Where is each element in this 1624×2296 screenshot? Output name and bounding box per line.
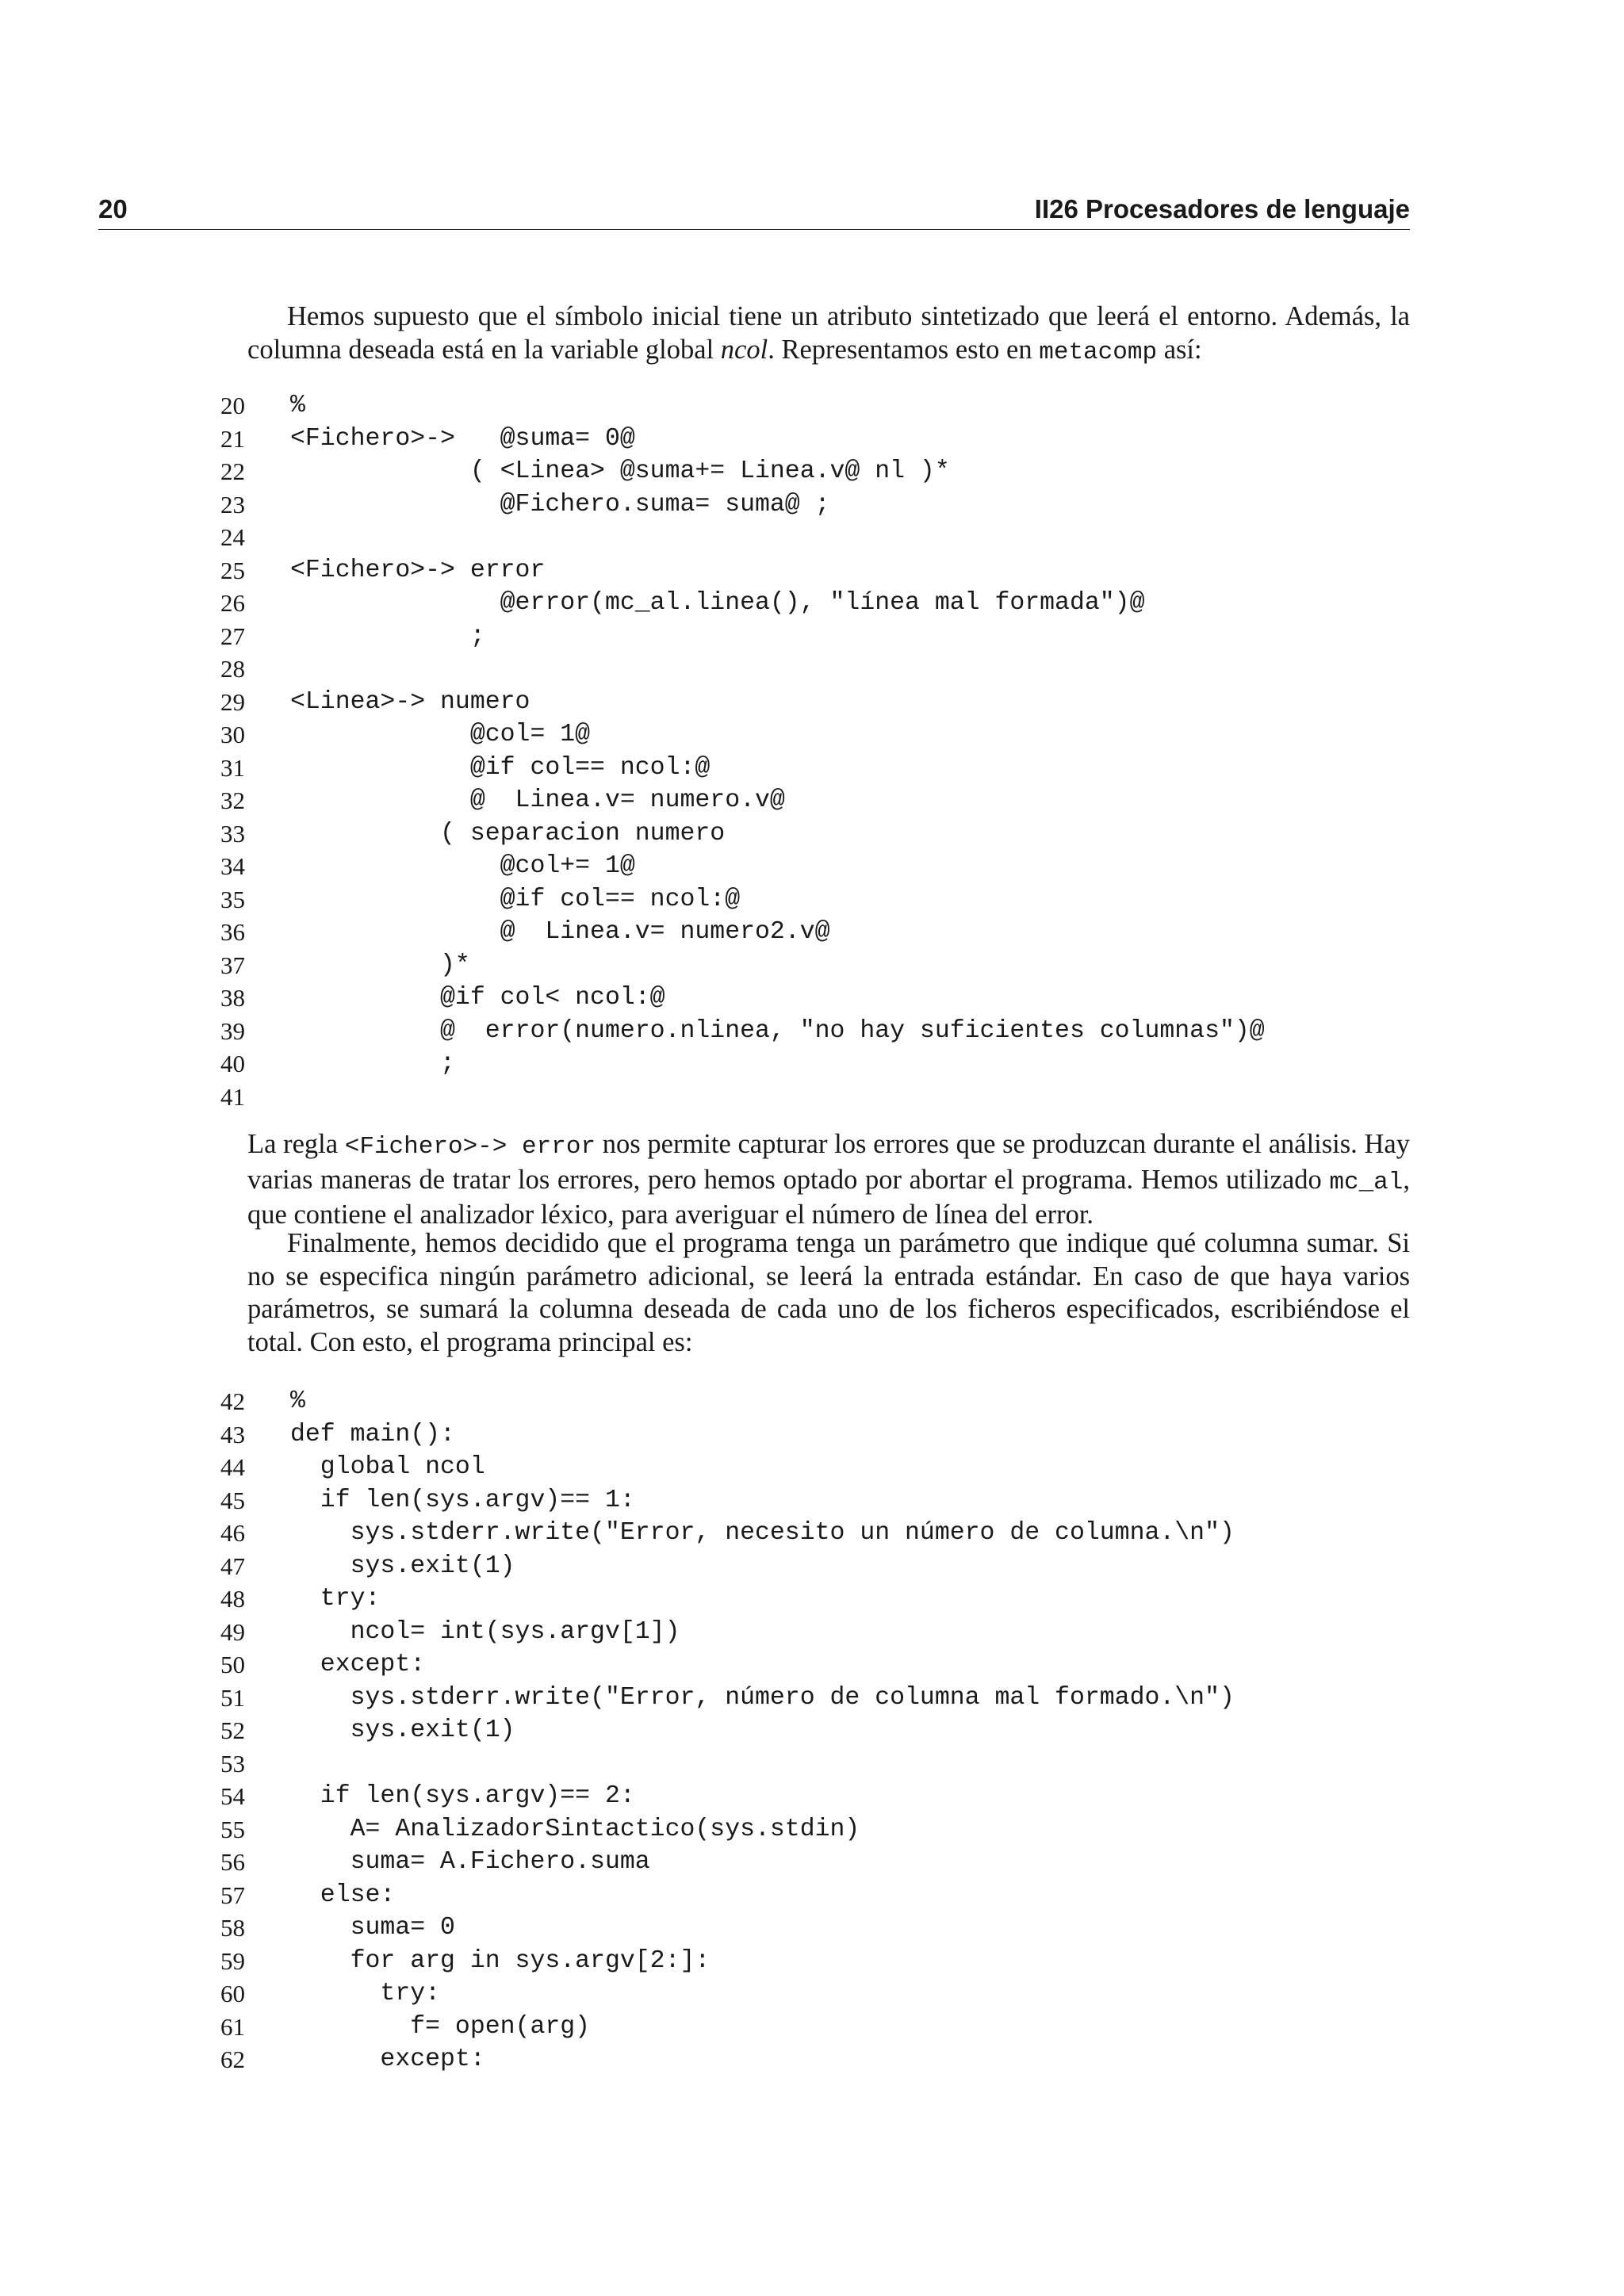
line-number: 43	[220, 1420, 245, 1448]
line-number: 31	[220, 753, 245, 782]
code-text: except:	[290, 2045, 485, 2073]
line-number: 60	[220, 1980, 245, 2007]
code-text: if len(sys.argv)== 1:	[290, 1486, 635, 1514]
running-header	[98, 193, 1410, 230]
code-text: @Fichero.suma= suma@ ;	[290, 490, 830, 519]
line-number: 55	[220, 1815, 245, 1843]
paragraph-errors-text-b: nos permite capturar los errores que se produzcan durante el análisis. Hay varias maneras de tratar los errores, pero hemos optado por abortar el programa. Hemos utilizado	[247, 1129, 1410, 1195]
line-number: 47	[220, 1552, 245, 1580]
line-number: 29	[220, 687, 245, 716]
code-text: ncol= int(sys.argv[1])	[290, 1617, 680, 1646]
code-text: @ error(numero.nlinea, "no hay suficientes columnas")@	[290, 1016, 1265, 1045]
code-text: try:	[290, 1585, 381, 1613]
code-text: sys.exit(1)	[290, 1552, 515, 1580]
paragraph-errors-code-a: <Fichero>-> error	[344, 1133, 596, 1161]
line-number: 52	[220, 1716, 245, 1744]
code-text: suma= 0	[290, 1914, 455, 1942]
line-number: 61	[220, 2012, 245, 2041]
line-number: 25	[220, 556, 245, 584]
line-number: 30	[220, 721, 245, 748]
code-text: ( <Linea> @suma+= Linea.v@ nl )*	[290, 457, 950, 485]
line-number: 56	[220, 1848, 245, 1876]
line-number: 53	[220, 1749, 245, 1777]
code-text: def main():	[290, 1420, 455, 1448]
header-title: II26 Procesadores de lenguaje	[1034, 194, 1410, 224]
code-text: for arg in sys.argv[2:]:	[290, 1946, 710, 1975]
code-text: A= AnalizadorSintactico(sys.stdin)	[290, 1815, 860, 1843]
line-number: 50	[220, 1651, 245, 1678]
code-text: @col+= 1@	[290, 852, 635, 880]
line-number: 36	[220, 918, 245, 946]
line-number: 49	[220, 1617, 245, 1646]
line-number: 22	[220, 457, 245, 485]
code-text: @if col< ncol:@	[290, 984, 665, 1012]
line-number: 28	[220, 655, 245, 683]
code-text: @col= 1@	[290, 721, 591, 748]
line-number: 46	[220, 1519, 245, 1547]
line-number: 41	[220, 1082, 245, 1111]
code-text: @if col== ncol:@	[290, 885, 741, 913]
line-number: 38	[220, 984, 245, 1012]
code-text: f= open(arg)	[290, 2012, 591, 2041]
page-number: 20	[98, 194, 128, 224]
paragraph-main-program-text: Finalmente, hemos decidido que el programa tenga un parámetro que indique qué columna sumar. Si no se especifica ningún parámetro adicional, se leerá la entrada estándar. En caso de que haya varios parámetros, se sumará la columna deseada de cada uno de los ficheros especificados, escribiéndose el total. Con esto, el programa principal es:	[247, 1228, 1410, 1357]
line-number: 24	[220, 523, 245, 551]
paragraph-intro-italic: ncol	[720, 334, 768, 365]
code-text: <Fichero>-> error	[290, 556, 546, 584]
line-number: 51	[220, 1683, 245, 1712]
paragraph-intro-text-b: . Representamos esto en	[768, 334, 1040, 365]
line-number: 39	[220, 1016, 245, 1045]
line-number: 20	[220, 392, 245, 419]
code-text: <Fichero>-> @suma= 0@	[290, 424, 635, 453]
line-number: 27	[220, 622, 245, 650]
paragraph-errors	[247, 1128, 1410, 1232]
line-number: 23	[220, 490, 245, 519]
code-text: @ Linea.v= numero2.v@	[290, 918, 830, 946]
code-text: @ Linea.v= numero.v@	[290, 786, 785, 814]
line-number: 34	[220, 852, 245, 880]
paragraph-errors-text-a: La regla	[247, 1129, 345, 1159]
code-text: ;	[290, 622, 485, 650]
code-text: global ncol	[290, 1453, 485, 1481]
line-number: 48	[220, 1585, 245, 1613]
code-text: %	[290, 1387, 305, 1415]
line-number: 26	[220, 589, 245, 617]
code-text: sys.stderr.write("Error, necesito un número de columna.\n")	[290, 1519, 1235, 1547]
code-text: except:	[290, 1651, 426, 1678]
line-number: 32	[220, 786, 245, 814]
line-number: 59	[220, 1946, 245, 1975]
code-text: ( separacion numero	[290, 819, 726, 848]
line-number: 35	[220, 885, 245, 913]
code-text: suma= A.Fichero.suma	[290, 1848, 650, 1876]
line-number: 62	[220, 2045, 245, 2073]
paragraph-errors-text-c: , que contiene el analizador léxico, para averiguar el número de línea del error.	[247, 1164, 1410, 1230]
code-text: @if col== ncol:@	[290, 753, 710, 782]
code-text: <Linea>-> numero	[290, 687, 530, 716]
code-text: sys.stderr.write("Error, número de columna mal formado.\n")	[290, 1683, 1235, 1712]
line-number: 42	[220, 1387, 245, 1415]
line-number: 33	[220, 819, 245, 848]
code-text: else:	[290, 1881, 396, 1909]
code-text: %	[290, 392, 305, 419]
line-number: 57	[220, 1881, 245, 1909]
code-text: @error(mc_al.linea(), "línea mal formada")@	[290, 589, 1145, 617]
paragraph-intro	[247, 300, 1410, 369]
line-number: 54	[220, 1782, 245, 1810]
code-text: try:	[290, 1980, 441, 2007]
paragraph-intro-text-a: Hemos supuesto que el símbolo inicial tiene un atributo sintetizado que leerá el entorno. Además, la columna deseada está en la variable global	[247, 301, 1410, 365]
line-number: 45	[220, 1486, 245, 1514]
line-number: 21	[220, 424, 245, 453]
code-text: ;	[290, 1050, 455, 1077]
code-text: sys.exit(1)	[290, 1716, 515, 1744]
line-number: 58	[220, 1914, 245, 1942]
code-text: )*	[290, 951, 470, 979]
line-number: 40	[220, 1050, 245, 1077]
line-number: 37	[220, 951, 245, 979]
paragraph-intro-text-c: así:	[1157, 334, 1202, 365]
line-number: 44	[220, 1453, 245, 1481]
paragraph-main-program	[247, 1227, 1410, 1359]
paragraph-intro-code: metacomp	[1039, 338, 1158, 366]
code-text: if len(sys.argv)== 2:	[290, 1782, 635, 1810]
paragraph-errors-code-b: mc_al	[1329, 1168, 1404, 1196]
